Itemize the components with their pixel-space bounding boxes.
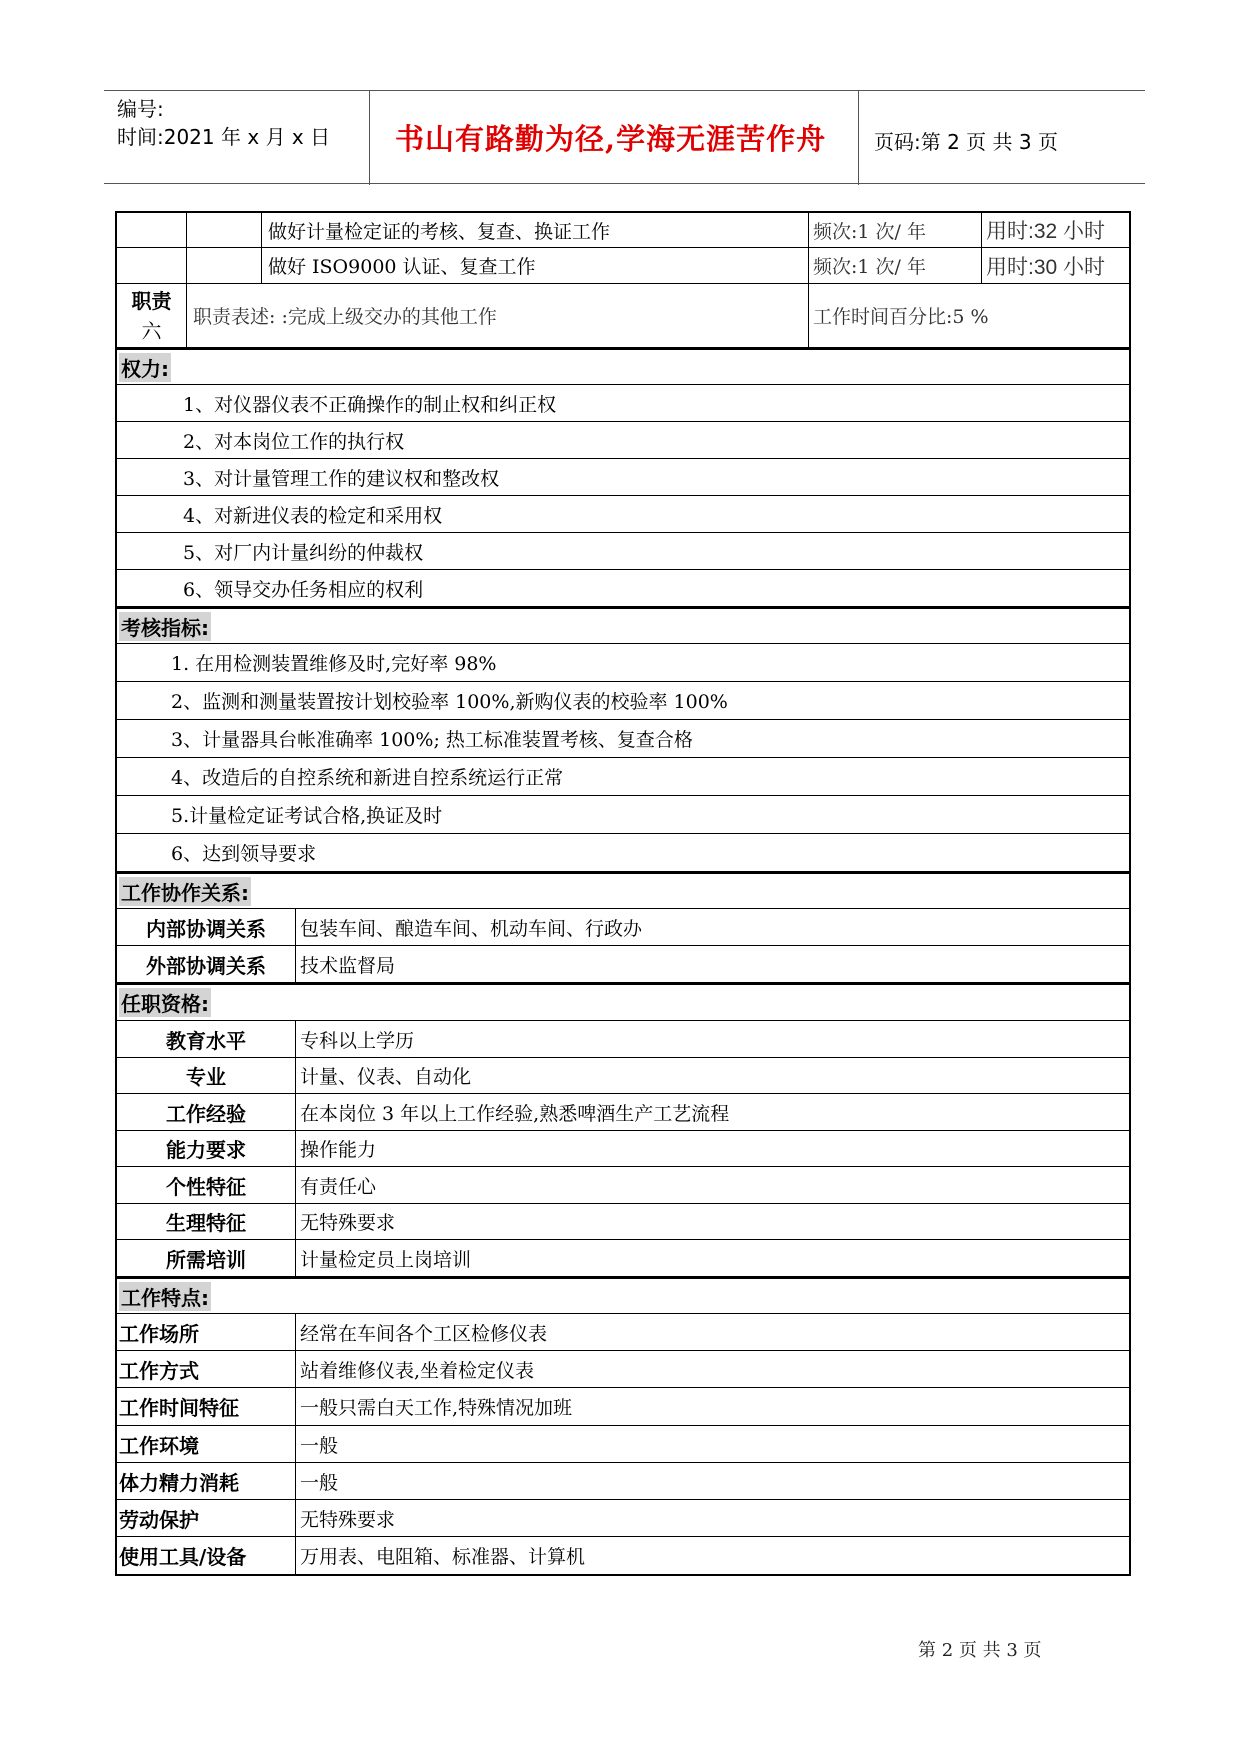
kpi-item-text: 5.计量检定证考试合格,换证及时 [171,805,443,827]
qualification-label: 所需培训 [166,1247,246,1272]
relation-row [115,909,1131,946]
kpi-item-text: 2、监测和测量装置按计划校验率 100%,新购仪表的校验率 100% [171,691,728,713]
feature-row [115,1351,1131,1388]
job-description-table [115,211,1131,1576]
feature-value: 一般 [295,1426,1129,1462]
qualification-value: 无特殊要求 [295,1204,1129,1239]
qualification-row [115,1131,1131,1167]
feature-row [115,1314,1131,1351]
power-item-text: 4、对新进仪表的检定和采用权 [183,504,443,527]
relation-value: 包装车间、酿造车间、机动车间、行政办 [295,909,1129,945]
power-item [115,422,1131,459]
feature-row [115,1388,1131,1426]
feature-value: 一般 [295,1463,1129,1499]
qualification-row [115,1167,1131,1204]
feature-label: 体力精力消耗 [119,1470,239,1495]
qualification-label: 工作经验 [166,1101,246,1126]
power-item [115,385,1131,422]
kpi-title: 考核指标: [119,612,211,641]
qualification-label: 教育水平 [166,1028,246,1053]
qualification-row [115,1204,1131,1240]
duty6-description: 职责表述: :完成上级交办的其他工作 [186,284,808,347]
duty6-label-line2: 六 [141,318,162,343]
feature-value: 一般只需白天工作,特殊情况加班 [295,1388,1129,1425]
duty-task-frequency: 频次:1 次/ 年 [808,213,981,247]
features-title: 工作特点: [119,1282,211,1311]
feature-label: 工作时间特征 [119,1396,239,1420]
duty-task-frequency: 频次:1 次/ 年 [808,248,981,283]
feature-label: 工作环境 [119,1433,199,1458]
header-top-rule [104,90,1145,91]
qualification-row [115,1094,1131,1131]
kpi-item [115,682,1131,720]
header-divider-right [858,91,859,185]
qualification-value: 专科以上学历 [295,1021,1129,1057]
header-bottom-rule [104,183,1145,184]
feature-value: 万用表、电阻箱、标准器、计算机 [295,1537,1129,1574]
qualification-value: 在本岗位 3 年以上工作经验,熟悉啤酒生产工艺流程 [295,1094,1129,1130]
qualification-value: 计量、仪表、自动化 [295,1058,1129,1093]
duty-task-hours: 用时:30 小时 [981,248,1131,283]
power-item [115,496,1131,533]
duty-task-text: 做好 ISO9000 认证、复查工作 [261,248,808,283]
duty-task-text: 做好计量检定证的考核、复查、换证工作 [261,213,808,247]
power-item-text: 2、对本岗位工作的执行权 [183,430,405,453]
duty6-time-percent: 工作时间百分比:5 % [808,284,1131,347]
feature-label: 工作场所 [119,1321,199,1346]
doc-time-label: 时间:2021 年 x 月 x 日 [117,125,331,149]
duty6-label [117,284,186,347]
header-divider-left [369,91,370,185]
kpi-item-text: 6、达到领导要求 [171,843,317,865]
qualification-label: 专业 [186,1065,226,1089]
feature-row [115,1463,1131,1500]
kpi-item [115,796,1131,834]
feature-label: 劳动保护 [119,1507,199,1532]
qualifications-section-header [115,983,1131,1021]
power-item [115,459,1131,496]
relation-label: 外部协调关系 [146,953,266,978]
duty-task-row [115,248,1131,284]
feature-value: 无特殊要求 [295,1500,1129,1536]
feature-row [115,1426,1131,1463]
kpi-item-text: 1. 在用检测装置维修及时,完好率 98% [171,653,497,675]
powers-section-header [115,348,1131,385]
header-page-label: 页码:第 2 页 共 3 页 [874,130,1058,154]
feature-label: 工作方式 [119,1358,199,1383]
feature-row [115,1537,1131,1576]
relation-row [115,946,1131,983]
power-item-text: 6、领导交办任务相应的权利 [183,578,424,601]
qualification-value: 操作能力 [295,1131,1129,1166]
relations-title: 工作协作关系: [119,877,251,906]
power-item-text: 5、对厂内计量纠纷的仲裁权 [183,541,424,564]
power-item-text: 1、对仪器仪表不正确操作的制止权和纠正权 [183,393,557,416]
kpi-item [115,834,1131,872]
feature-value: 经常在车间各个工区检修仪表 [295,1314,1129,1350]
page-footer: 第 2 页 共 3 页 [918,1640,1042,1661]
qualification-row [115,1021,1131,1058]
qualification-label: 能力要求 [166,1138,246,1162]
duty6-row [115,284,1131,348]
kpi-item [115,720,1131,758]
feature-value: 站着维修仪表,坐着检定仪表 [295,1351,1129,1387]
qualification-label: 个性特征 [166,1174,246,1199]
header-slogan: 书山有路勤为径,学海无涯苦作舟 [395,122,827,156]
duty-task-row [115,211,1131,248]
power-item [115,570,1131,607]
relations-section-header [115,872,1131,909]
qualifications-title: 任职资格: [119,988,211,1017]
qualification-label: 生理特征 [166,1211,246,1235]
qualification-value: 有责任心 [295,1167,1129,1203]
relation-label: 内部协调关系 [146,916,266,941]
kpi-item [115,758,1131,796]
kpi-item [115,644,1131,682]
feature-row [115,1500,1131,1537]
feature-label: 使用工具/设备 [119,1545,247,1569]
features-section-header [115,1277,1131,1314]
duty-task-hours: 用时:32 小时 [981,213,1131,247]
kpi-item-text: 4、改造后的自控系统和新进自控系统运行正常 [171,767,564,789]
duty6-label-line1: 职责 [131,288,172,313]
power-item-text: 3、对计量管理工作的建议权和整改权 [183,467,500,490]
relation-value: 技术监督局 [295,946,1129,982]
qualification-row [115,1240,1131,1277]
power-item [115,533,1131,570]
kpi-item-text: 3、计量器具台帐准确率 100%; 热工标准装置考核、复查合格 [171,729,693,751]
doc-number-label: 编号: [117,97,164,121]
qualification-value: 计量检定员上岗培训 [295,1240,1129,1276]
qualification-row [115,1058,1131,1094]
powers-title: 权力: [119,353,171,382]
kpi-section-header [115,607,1131,644]
